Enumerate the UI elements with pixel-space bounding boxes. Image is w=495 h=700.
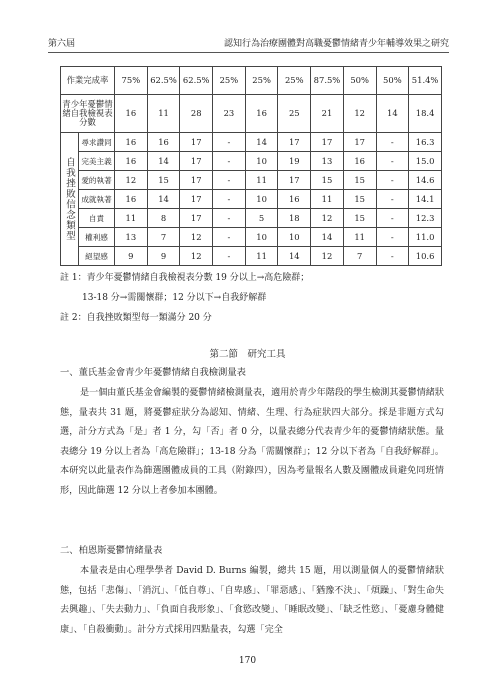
- table-row: [61, 209, 442, 228]
- header-cell: 62.5%: [180, 67, 213, 95]
- data-cell: 14.6: [409, 171, 442, 190]
- data-cell: 5: [245, 209, 278, 228]
- row-label: 尋求讚同: [79, 133, 115, 152]
- data-cell: 12: [180, 228, 213, 247]
- data-cell: -: [213, 228, 246, 247]
- header-cell: 25%: [278, 67, 311, 95]
- score-label: 青少年憂鬱情緒自我檢視表分數: [61, 95, 115, 133]
- data-cell: 9: [115, 247, 148, 266]
- data-cell: 19: [278, 152, 311, 171]
- header-rule: [48, 52, 449, 53]
- section-title: 第二節 研究工具: [209, 349, 286, 360]
- score-cell: 28: [180, 95, 213, 133]
- data-cell: 13: [311, 152, 344, 171]
- data-cell: 14: [245, 133, 278, 152]
- data-cell: 10: [245, 152, 278, 171]
- data-cell: 16: [343, 152, 376, 171]
- data-cell: 12: [180, 247, 213, 266]
- score-cell: 21: [311, 95, 344, 133]
- score-cell: 14: [376, 95, 409, 133]
- table-row: [61, 171, 442, 190]
- data-cell: 12: [115, 171, 148, 190]
- row-label: 自責: [79, 209, 115, 228]
- group-label: 自我挫敗信念類型: [61, 133, 79, 266]
- table-notes: [60, 268, 309, 328]
- score-cell: 12: [343, 95, 376, 133]
- data-cell: -: [213, 171, 246, 190]
- data-cell: -: [213, 190, 246, 209]
- data-cell: 15: [311, 171, 344, 190]
- data-cell: 17: [278, 171, 311, 190]
- table-row: [61, 247, 442, 266]
- data-cell: 11: [245, 247, 278, 266]
- data-cell: 10.6: [409, 247, 442, 266]
- header-cell: 50%: [376, 67, 409, 95]
- data-cell: 14: [147, 152, 180, 171]
- data-cell: 14: [278, 247, 311, 266]
- heading-2: 二、柏恩斯憂鬱情緒量表: [60, 545, 163, 556]
- data-cell: 17: [180, 133, 213, 152]
- header-cell: 25%: [213, 67, 246, 95]
- row-label: 絕望感: [79, 247, 115, 266]
- table-header-row: [61, 67, 442, 95]
- header-cell: 87.5%: [311, 67, 344, 95]
- table-row: [61, 190, 442, 209]
- data-cell: 16: [115, 133, 148, 152]
- data-cell: 10: [245, 228, 278, 247]
- running-header: [48, 36, 449, 50]
- data-cell: -: [376, 171, 409, 190]
- header-cell: 75%: [115, 67, 148, 95]
- data-cell: 15: [343, 171, 376, 190]
- data-cell: 9: [147, 247, 180, 266]
- table-row: [61, 133, 442, 152]
- data-cell: 12: [311, 209, 344, 228]
- row-label: 愛的執著: [79, 171, 115, 190]
- data-cell: 10: [278, 228, 311, 247]
- table-row: [61, 228, 442, 247]
- data-cell: 16: [147, 133, 180, 152]
- data-cell: 11: [115, 209, 148, 228]
- data-cell: 14: [311, 228, 344, 247]
- data-cell: -: [213, 133, 246, 152]
- score-row: [61, 95, 442, 133]
- paragraph-1: 是一個由董氏基金會編製的憂鬱情緒檢測量表，適用於青少年階段的學生檢測其憂鬱情緒狀態，量表共 31 題，將憂鬱症狀分為認知、情緒、生理、行為症狀四大部分。採是非題方式勾選，計分方式為「是」者 1 分，勾「否」者 0 分，以量表總分代表青少年的憂鬱情緒狀態。量表總分 19 分以上者為「高危險群」；13-18 分為「需關懷群」；12 分以下者為「自我紓解群」。本研究以此量表作為篩選團體成員的工具（附錄四），因為考量報名人數及團體成員避免同班情形，因此篩選 12 分以上者參加本團體。: [60, 388, 444, 496]
- data-cell: 15: [343, 209, 376, 228]
- data-cell: 11: [311, 190, 344, 209]
- data-cell: 16: [115, 152, 148, 171]
- header-label: 作業完成率: [61, 67, 115, 95]
- data-cell: 11: [245, 171, 278, 190]
- header-cell: 51.4%: [409, 67, 442, 95]
- data-cell: 8: [147, 209, 180, 228]
- data-cell: -: [213, 247, 246, 266]
- score-cell: 23: [213, 95, 246, 133]
- heading-1: 一、董氏基金會青少年憂鬱情緒自我檢測量表: [60, 367, 246, 378]
- header-cell: 25%: [245, 67, 278, 95]
- row-label: 成就執著: [79, 190, 115, 209]
- score-cell: 16: [115, 95, 148, 133]
- paragraph-2: 本量表是由心理學學者 David D. Burns 編製，總共 15 題，用以測量個人的憂鬱情緒狀態，包括「悲傷」、「消沉」、「低自尊」、「自卑感」、「罪惡感」、「猶豫不決」、「煩躁」、「對生命失去興趣」、「失去動力」、「負面自我形象」、「食慾改變」、「睡眠改變」、「缺乏性慾」、「憂慮身體健康」、「自殺衝動」。計分方式採用四點量表，勾選「完全: [60, 566, 444, 635]
- score-cell: 16: [245, 95, 278, 133]
- row-label: 完美主義: [79, 152, 115, 171]
- data-cell: 16.3: [409, 133, 442, 152]
- data-cell: 13: [115, 228, 148, 247]
- data-cell: -: [213, 152, 246, 171]
- data-cell: 17: [180, 209, 213, 228]
- table-row: [61, 152, 442, 171]
- header-right: 認知行為治療團體對高職憂鬱情緒青少年輔導效果之研究: [223, 39, 449, 49]
- data-cell: -: [376, 133, 409, 152]
- data-cell: 17: [180, 190, 213, 209]
- data-cell: -: [376, 228, 409, 247]
- header-cell: 50%: [343, 67, 376, 95]
- row-label: 權利感: [79, 228, 115, 247]
- data-cell: 11.0: [409, 228, 442, 247]
- score-cell: 25: [278, 95, 311, 133]
- data-cell: 7: [343, 247, 376, 266]
- score-cell: 11: [147, 95, 180, 133]
- note-1-continued: 13-18 分→需關懷群；12 分以下→自我紓解群: [82, 293, 267, 303]
- data-cell: 15: [343, 190, 376, 209]
- data-cell: 7: [147, 228, 180, 247]
- score-cell: 18.4: [409, 95, 442, 133]
- data-cell: -: [376, 190, 409, 209]
- data-cell: -: [376, 209, 409, 228]
- note-1: 註 1：青少年憂鬱情緒自我檢視表分數 19 分以上→高危險群；: [60, 273, 310, 283]
- data-cell: 14: [147, 190, 180, 209]
- page-number: 170: [238, 656, 257, 666]
- data-cell: 17: [343, 133, 376, 152]
- data-cell: 17: [180, 152, 213, 171]
- data-cell: 16: [278, 190, 311, 209]
- header-cell: 62.5%: [147, 67, 180, 95]
- data-cell: -: [376, 247, 409, 266]
- data-cell: 15.0: [409, 152, 442, 171]
- data-cell: 18: [278, 209, 311, 228]
- data-cell: 12: [311, 247, 344, 266]
- data-cell: -: [376, 152, 409, 171]
- data-cell: 17: [278, 133, 311, 152]
- note-2: 註 2：自我挫敗類型每一類滿分 20 分: [60, 313, 212, 323]
- data-cell: 12.3: [409, 209, 442, 228]
- data-cell: 11: [343, 228, 376, 247]
- data-cell: 15: [147, 171, 180, 190]
- data-cell: -: [213, 209, 246, 228]
- data-cell: 17: [180, 171, 213, 190]
- data-cell: 10: [245, 190, 278, 209]
- data-cell: 16: [115, 190, 148, 209]
- data-cell: 14.1: [409, 190, 442, 209]
- data-cell: 17: [311, 133, 344, 152]
- results-table: [60, 66, 442, 266]
- header-left: 第六屆: [48, 39, 76, 49]
